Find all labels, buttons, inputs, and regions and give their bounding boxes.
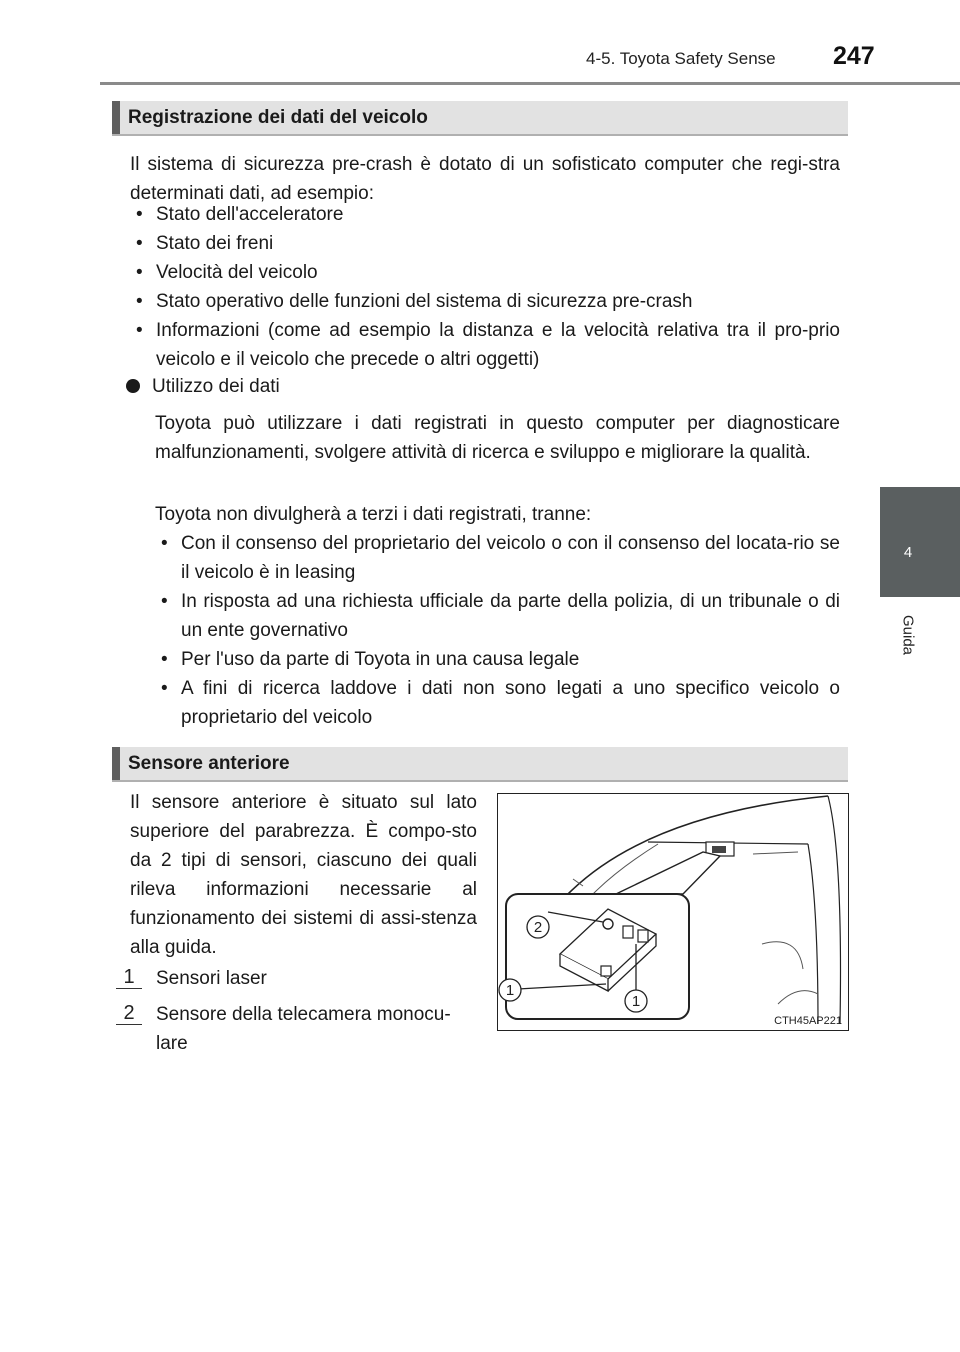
subheading-utilizzo xyxy=(126,372,280,401)
section-heading-label: Registrazione dei dati del veicolo xyxy=(128,107,428,128)
list-item: • Informazioni (come ad esempio la distanza e la velocità relativa tra il pro-prio veicolo e il veicolo che precede o altri oggetti) xyxy=(136,320,840,370)
list-item-text: Stato operativo delle funzioni del sistema di sicurezza pre-crash xyxy=(156,291,693,312)
item-label: Sensori laser xyxy=(156,968,267,989)
section1-bullet-list xyxy=(130,200,840,374)
heading-marker xyxy=(112,747,120,780)
header-rule xyxy=(100,82,960,85)
subheading-label: Utilizzo dei dati xyxy=(152,376,280,397)
section1-exceptions-list xyxy=(155,529,840,732)
figure-code: CTH45AP221 xyxy=(774,1015,842,1027)
page-number: 247 xyxy=(833,42,875,70)
list-item-text: In risposta ad una richiesta ufficiale da parte della polizia, di un tribunale o di un ente governativo xyxy=(181,591,840,641)
list-item: • Per l'uso da parte di Toyota in una causa legale xyxy=(161,649,580,670)
callout-number: 1 xyxy=(505,982,515,999)
section-heading-sensore xyxy=(112,747,848,782)
item-label: Sensore della telecamera monocu-lare xyxy=(156,1004,451,1054)
windshield-sensor-illustration xyxy=(498,794,848,1030)
front-sensor-figure xyxy=(497,793,849,1031)
list-item: • Con il consenso del proprietario del veicolo o con il consenso del locata-rio se il veicolo è in leasing xyxy=(161,533,840,583)
section1-intro: Il sistema di sicurezza pre-crash è dotato di un sofisticato computer che regi-stra determinati dati, ad esempio: xyxy=(130,154,840,204)
item-number: 2 xyxy=(116,1002,142,1025)
chapter-label: Guida xyxy=(899,614,917,656)
chapter-number: 4 xyxy=(903,544,913,561)
list-item-text: Con il consenso del proprietario del veicolo o con il consenso del locata-rio se il veicolo è in leasing xyxy=(181,533,840,583)
list-item: • In risposta ad una richiesta ufficiale da parte della polizia, di un tribunale o di un ente governativo xyxy=(161,591,840,641)
chapter-tab xyxy=(880,487,960,597)
list-item: • Stato dell'acceleratore xyxy=(136,204,344,225)
item-number: 1 xyxy=(116,966,142,989)
section2-body: Il sensore anteriore è situato sul lato superiore del parabrezza. È compo-sto da 2 tipi di sensori, ciascuno dei quali rileva informazioni necessarie al funzionamento dei sistemi di assi-stenza alla guida. xyxy=(130,792,477,958)
list-item-text: Stato dei freni xyxy=(156,233,274,254)
list-item: • Stato dei freni xyxy=(136,233,274,254)
list-item-text: A fini di ricerca laddove i dati non sono legati a uno specifico veicolo o proprietario del veicolo xyxy=(181,678,840,728)
section-heading-registrazione xyxy=(112,101,848,136)
callout-number: 2 xyxy=(533,919,543,936)
section1-para2: Toyota non divulgherà a terzi i dati registrati, tranne: xyxy=(155,504,592,525)
heading-marker xyxy=(112,101,120,134)
list-item-text: Stato dell'acceleratore xyxy=(156,204,344,225)
list-item-text: Per l'uso da parte di Toyota in una causa legale xyxy=(181,649,580,670)
list-item: • A fini di ricerca laddove i dati non sono legati a uno specifico veicolo o proprietario del veicolo xyxy=(161,678,840,728)
list-item: • Stato operativo delle funzioni del sistema di sicurezza pre-crash xyxy=(136,291,693,312)
callout-number: 1 xyxy=(631,993,641,1010)
section1-para1: Toyota può utilizzare i dati registrati in questo computer per diagnosticare malfunzionamenti, svolgere attività di ricerca e sviluppo e migliorare la qualità. xyxy=(155,413,840,463)
circle-bullet-icon xyxy=(126,379,140,393)
header-section-title: 4-5. Toyota Safety Sense xyxy=(586,49,776,68)
list-item-text: Informazioni (come ad esempio la distanza e la velocità relativa tra il pro-prio veicolo e il veicolo che precede o altri oggetti) xyxy=(156,320,840,370)
section-heading-label: Sensore anteriore xyxy=(128,753,290,774)
list-item-text: Velocità del veicolo xyxy=(156,262,318,283)
chapter-label-wrap xyxy=(898,600,918,670)
list-item: • Velocità del veicolo xyxy=(136,262,318,283)
